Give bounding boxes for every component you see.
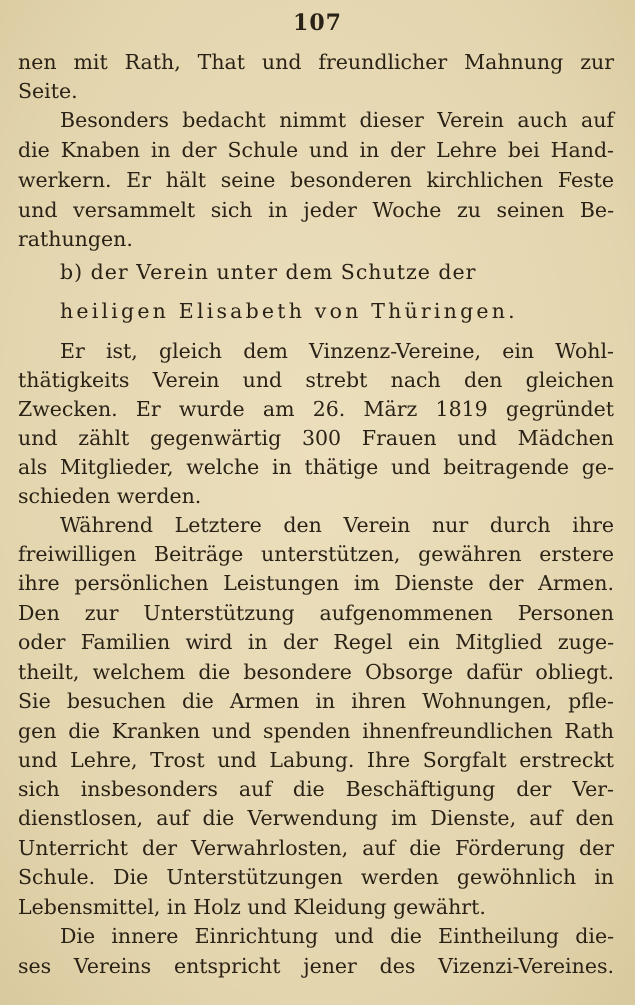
text-line: die Knaben in der Schule und in der Lehre bei Hand- (18, 138, 614, 162)
text-line: Schule. Die Unterstützungen werden gewöhnlich in (18, 865, 614, 889)
text-line: thätigkeits Verein und strebt nach den gleichen (18, 368, 614, 392)
text-line: sich insbesonders auf die Beschäftigung der Ver- (18, 777, 614, 801)
text-line: als Mitglieder, welche in thätige und beitragende ge- (18, 455, 614, 479)
page-number: 107 (293, 10, 342, 36)
text-line: ses Vereins entspricht jener des Vizenzi-Vereines. (18, 954, 614, 978)
text-line: nen mit Rath, That und freundlicher Mahnung zur (18, 50, 614, 74)
text-line: Besonders bedacht nimmt dieser Verein auch auf (60, 108, 614, 132)
text-line: Zwecken. Er wurde am 26. März 1819 gegründet (18, 397, 614, 421)
text-line: werkern. Er hält seine besonderen kirchlichen Feste (18, 168, 614, 192)
text-line: Lebensmittel, in Holz und Kleidung gewährt. (18, 895, 486, 919)
text-line: Den zur Unterstützung aufgenommenen Personen (18, 601, 614, 625)
text-line: theilt, welchem die besondere Obsorge dafür obliegt. (18, 660, 614, 684)
text-line: Er ist, gleich dem Vinzenz-Vereine, ein Wohl- (60, 339, 614, 363)
text-line: dienstlosen, auf die Verwendung im Dienste, auf den (18, 806, 614, 830)
text-line: rathungen. (18, 227, 133, 251)
text-line: Während Letztere den Verein nur durch ihre (60, 513, 614, 537)
text-line: und Lehre, Trost und Labung. Ihre Sorgfalt erstreckt (18, 748, 614, 772)
text-line: ihre persönlichen Leistungen im Dienste der Armen. (18, 571, 614, 595)
section-heading: heiligen Elisabeth von Thüringen. (60, 299, 518, 323)
text-line: und zählt gegenwärtig 300 Frauen und Mädchen (18, 426, 614, 450)
text-line: Sie besuchen die Armen in ihren Wohnungen, pfle- (18, 689, 614, 713)
text-line: Die innere Einrichtung und die Eintheilung die- (60, 924, 614, 948)
text-line: Unterricht der Verwahrlosten, auf die Förderung der (18, 836, 614, 860)
text-line: schieden werden. (18, 484, 202, 508)
text-line: Seite. (18, 79, 78, 103)
section-heading: b) der Verein unter dem Schutze der (60, 260, 477, 284)
text-line: und versammelt sich in jeder Woche zu seinen Be- (18, 198, 614, 222)
text-line: gen die Kranken und spenden ihnenfreundlichen Rath (18, 719, 614, 743)
text-line: oder Familien wird in der Regel ein Mitglied zuge- (18, 630, 614, 654)
text-line: freiwilligen Beiträge unterstützen, gewähren erstere (18, 542, 614, 566)
